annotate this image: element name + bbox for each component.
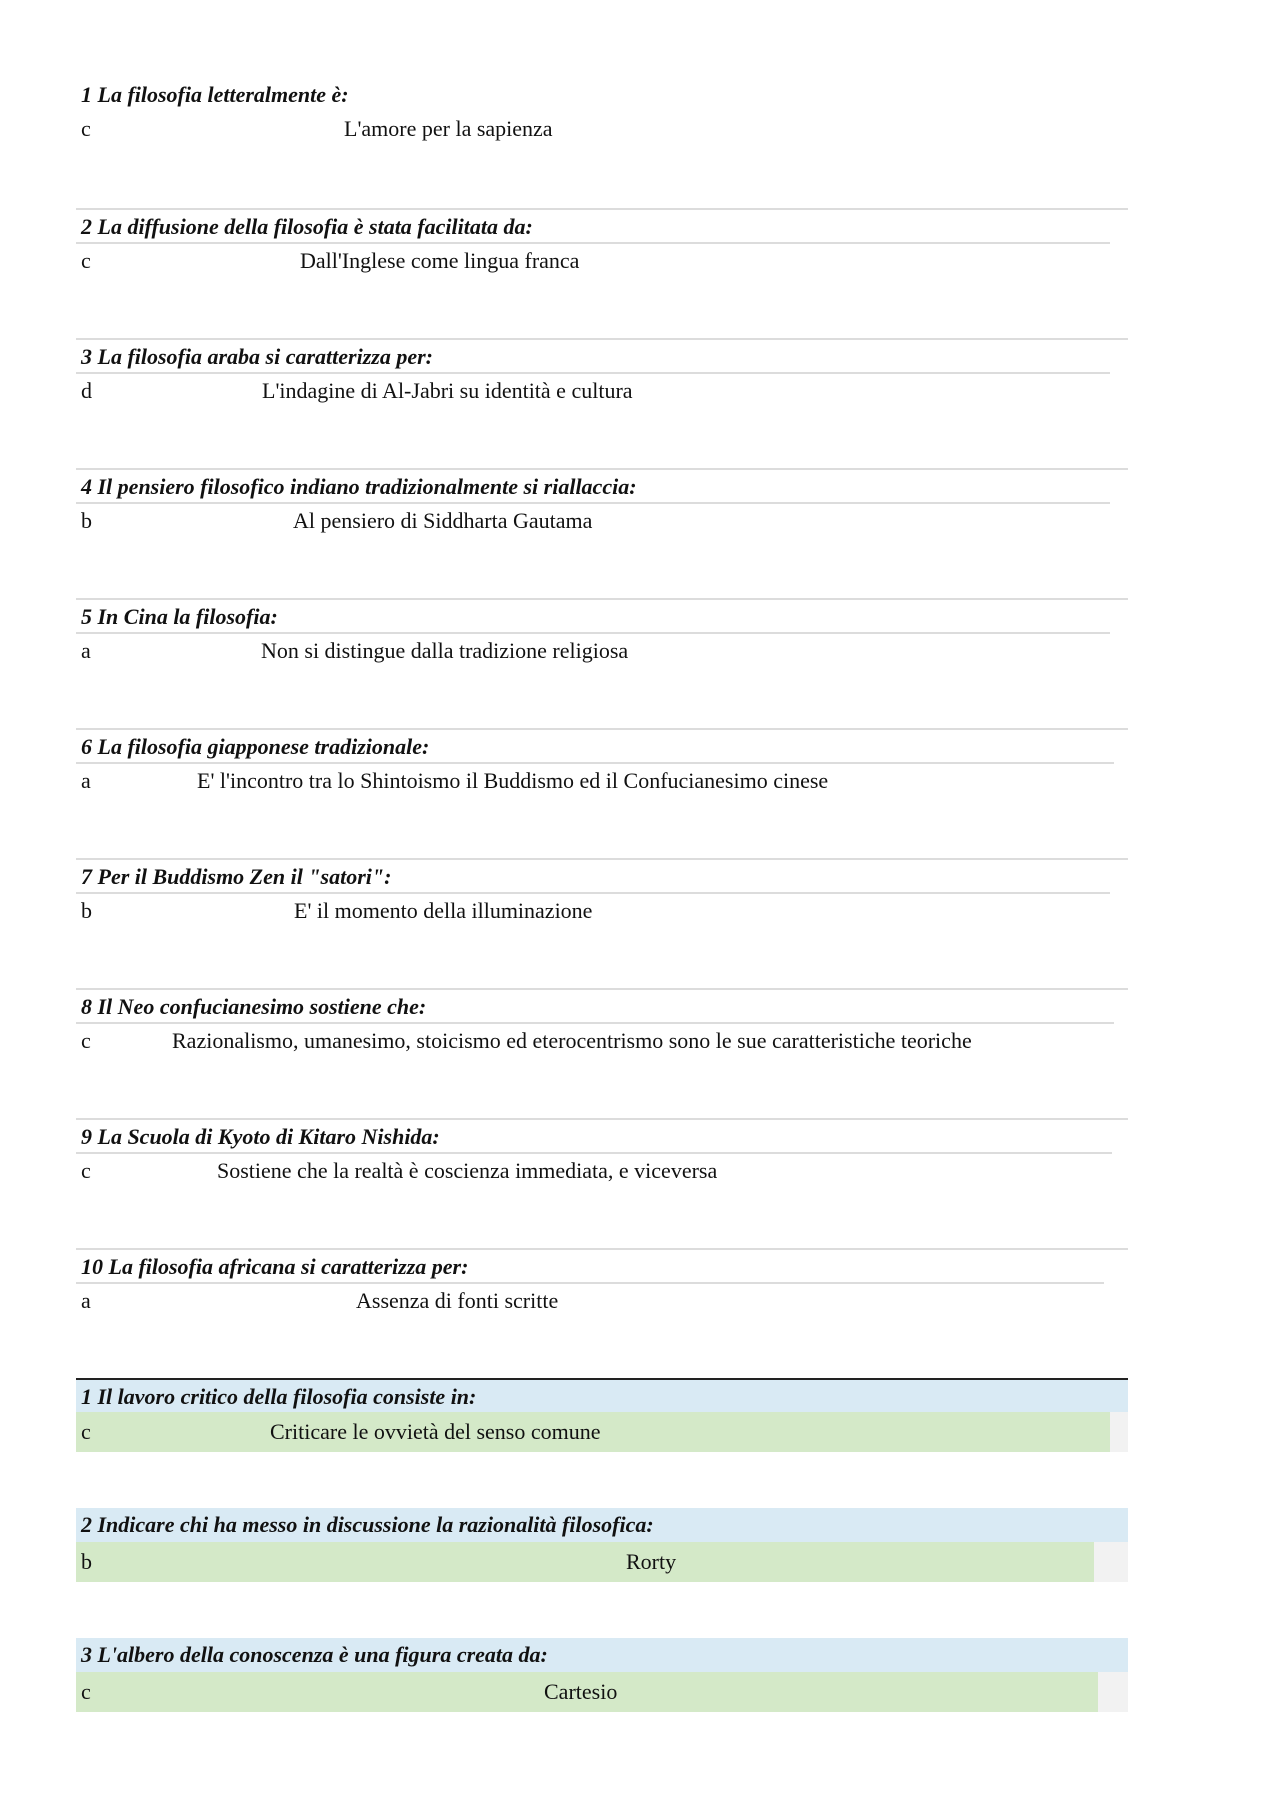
answer-row <box>76 242 1110 278</box>
answer-text: Assenza di fonti scritte <box>356 1288 559 1313</box>
question-text: 5 In Cina la filosofia: <box>76 598 1128 632</box>
question-text: 8 Il Neo confucianesimo sostiene che: <box>76 988 1128 1022</box>
highlighted-quiz-item <box>76 1378 1128 1452</box>
answer-row <box>76 1542 1128 1582</box>
answer-row <box>76 1412 1128 1452</box>
answer-text: Sostiene che la realtà è coscienza immediata, e viceversa <box>217 1158 718 1183</box>
quiz-item <box>76 728 1128 798</box>
answer-row <box>76 1672 1128 1712</box>
answer-highlight <box>76 1542 1094 1582</box>
answer-letter: d <box>81 378 92 403</box>
answer-letter: b <box>81 898 92 923</box>
question-text: 9 La Scuola di Kyoto di Kitaro Nishida: <box>76 1118 1128 1152</box>
quiz-item <box>76 858 1128 928</box>
answer-row <box>76 762 1114 798</box>
answer-letter: c <box>81 116 91 141</box>
answer-row <box>76 632 1110 668</box>
question-text: 6 La filosofia giapponese tradizionale: <box>76 728 1128 762</box>
answer-text: Al pensiero di Siddharta Gautama <box>293 508 593 533</box>
quiz-item <box>76 78 1128 146</box>
quiz-item <box>76 208 1128 278</box>
answer-row <box>76 892 1110 928</box>
answer-text: Criticare le ovvietà del senso comune <box>270 1419 601 1444</box>
answer-text: Rorty <box>626 1549 677 1574</box>
question-text: 3 L'albero della conoscenza è una figura creata da: <box>76 1638 1128 1672</box>
answer-letter: a <box>81 638 91 663</box>
answer-text: L'indagine di Al-Jabri su identità e cultura <box>262 378 633 403</box>
question-text: 10 La filosofia africana si caratterizza per: <box>76 1248 1128 1282</box>
highlighted-quiz-item <box>76 1638 1128 1712</box>
quiz-item <box>76 338 1128 408</box>
answer-text: Dall'Inglese come lingua franca <box>300 248 580 273</box>
answer-row <box>76 112 1128 146</box>
quiz-item <box>76 1118 1128 1188</box>
quiz-item <box>76 1248 1128 1318</box>
question-text: 2 La diffusione della filosofia è stata facilitata da: <box>76 208 1128 242</box>
answer-letter: c <box>81 1679 91 1704</box>
answer-letter: c <box>81 248 91 273</box>
answer-letter: a <box>81 1288 91 1313</box>
question-text: 3 La filosofia araba si caratterizza per: <box>76 338 1128 372</box>
quiz-item <box>76 468 1128 538</box>
question-text: 2 Indicare chi ha messo in discussione la razionalità filosofica: <box>76 1508 1128 1542</box>
answer-text: L'amore per la sapienza <box>344 116 553 141</box>
question-text: 1 Il lavoro critico della filosofia consiste in: <box>76 1378 1128 1412</box>
highlighted-quiz-item <box>76 1508 1128 1582</box>
answer-letter: a <box>81 768 91 793</box>
answer-letter: b <box>81 508 92 533</box>
question-text: 7 Per il Buddismo Zen il "satori": <box>76 858 1128 892</box>
answer-text: E' l'incontro tra lo Shintoismo il Buddismo ed il Confucianesimo cinese <box>197 768 829 793</box>
answer-text: Cartesio <box>544 1679 618 1704</box>
answer-row <box>76 372 1110 408</box>
answer-text: Non si distingue dalla tradizione religiosa <box>261 638 629 663</box>
answer-letter: b <box>81 1549 92 1574</box>
question-text: 1 La filosofia letteralmente è: <box>81 82 349 107</box>
answer-text: E' il momento della illuminazione <box>294 898 593 923</box>
answer-row <box>76 1152 1112 1188</box>
answer-row <box>76 1022 1114 1058</box>
quiz-item <box>76 598 1128 668</box>
answer-letter: c <box>81 1419 91 1444</box>
answer-letter: c <box>81 1028 91 1053</box>
question-text: 4 Il pensiero filosofico indiano tradizionalmente si riallaccia: <box>76 468 1128 502</box>
answer-row <box>76 1282 1104 1318</box>
answer-row <box>76 502 1110 538</box>
answer-text: Razionalismo, umanesimo, stoicismo ed eterocentrismo sono le sue caratteristiche teoriche <box>172 1028 972 1053</box>
quiz-item <box>76 988 1128 1058</box>
answer-letter: c <box>81 1158 91 1183</box>
